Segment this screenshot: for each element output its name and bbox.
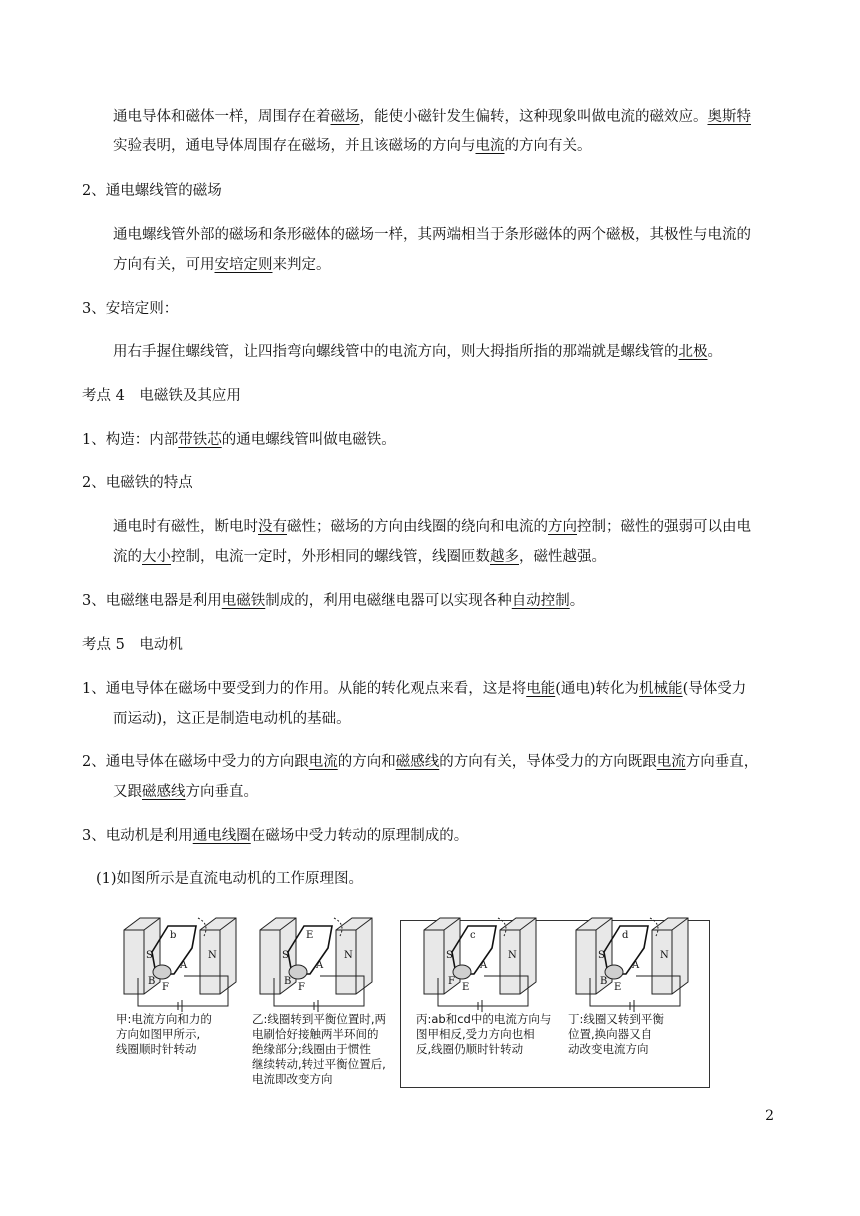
caption-line: 丁:线圈又转到平衡 [568, 1012, 664, 1026]
caption-line: 电刷恰好接触两半环间的 [252, 1027, 379, 1041]
underlined-term: 电流 [308, 754, 338, 770]
caption-line: 电流即改变方向 [252, 1072, 333, 1086]
caption-line: 动改变电流方向 [568, 1042, 649, 1056]
underlined-term: 大小 [142, 549, 171, 565]
underlined-term: 通电线圈 [192, 828, 251, 844]
text-segment: 方向垂直。 [185, 784, 258, 800]
text-segment: 3、电磁继电器是利用 [82, 593, 222, 609]
text-segment: 的方向有关。 [504, 138, 592, 154]
text-line-p4 [113, 226, 751, 244]
text-segment: 通电时有磁性，断电时 [113, 519, 258, 535]
text-segment: 3、安培定则： [82, 301, 179, 317]
text-segment: 方向有关，可用 [113, 257, 215, 273]
text-line-p19 [82, 827, 468, 845]
caption-line: 线圈顺时针转动 [116, 1042, 197, 1056]
motor-diagram-bing [418, 912, 558, 1012]
text-segment: 而运动)，这正是制造电动机的基础。 [113, 711, 351, 727]
text-line-p12 [113, 548, 606, 566]
coil-label-low: E [462, 982, 470, 993]
underlined-term: 电磁铁 [221, 593, 266, 609]
figure-caption-ding [568, 1012, 664, 1057]
pole-label-n: N [344, 950, 353, 961]
text-segment: 控制，电流一定时，外形相同的螺线管，线圈匝数 [171, 549, 490, 565]
text-segment: 2、通电导体在磁场中受力的方向跟 [82, 754, 309, 770]
coil-label-a: A [480, 960, 488, 971]
underlined-term: 带铁芯 [178, 432, 222, 448]
text-segment: 1、通电导体在磁场中要受到力的作用。从能的转化观点来看，这是将 [82, 681, 527, 697]
text-line-p10 [82, 474, 193, 492]
underlined-term: 没有 [258, 519, 287, 535]
underlined-term: 安培定则 [214, 257, 273, 273]
text-segment: 通电导体和磁体一样，周围存在着 [113, 109, 331, 125]
text-line-p1 [113, 108, 751, 126]
underlined-term: 奥斯特 [707, 109, 751, 125]
figure-caption-jia [116, 1012, 212, 1057]
text-line-p6 [82, 300, 178, 318]
motor-diagram-ding [570, 912, 710, 1012]
text-line-p13 [82, 592, 584, 610]
coil-label-corner: B [284, 976, 292, 987]
text-line-p5 [113, 256, 331, 274]
text-line-p17 [82, 753, 758, 771]
coil-label-low: F [162, 982, 169, 993]
figure-caption-bing [416, 1012, 551, 1057]
text-segment: 通电螺线管外部的磁场和条形磁体的磁场一样，其两端相当于条形磁体的两个磁极，其极性与电流的 [113, 227, 751, 243]
text-segment: 3、电动机是利用 [82, 828, 193, 844]
figure-ding [568, 912, 710, 1056]
coil-label-a: A [316, 960, 324, 971]
text-segment: 考点 4 电磁铁及其应用 [82, 388, 241, 404]
text-segment: ，能使小磁针发生偏转，这种现象叫做电流的磁效应。 [359, 109, 708, 125]
motor-diagram-yi [254, 912, 394, 1012]
coil-label-corner: B [148, 976, 156, 987]
text-segment: 用右手握住螺线管，让四指弯向螺线管中的电流方向，则大拇指所指的那端就是螺线管的 [113, 344, 679, 360]
text-segment: (通电)转化为 [555, 681, 640, 697]
caption-line: 乙:线圈转到平衡位置时,两 [252, 1012, 387, 1026]
pole-label-s: S [146, 950, 153, 961]
pole-label-s: S [598, 950, 605, 961]
text-segment: 控制；磁性的强弱可以由电 [577, 519, 751, 535]
coil-label-top: d [622, 930, 629, 941]
caption-line: 图甲相反,受力方向也相 [416, 1027, 535, 1041]
underlined-term: 机械能 [639, 681, 683, 697]
underlined-term: 自动控制 [511, 593, 570, 609]
caption-line: 继续转动,转过平衡位置后, [252, 1057, 386, 1071]
coil-label-top: E [306, 930, 314, 941]
pole-label-s: S [446, 950, 453, 961]
text-segment: (导体受力 [682, 681, 747, 697]
coil-label-top: b [170, 930, 177, 941]
caption-line: 绝缘部分;线圈由于惯性 [252, 1042, 371, 1056]
text-segment: 磁性；磁场的方向由线圈的绕向和电流的 [287, 519, 548, 535]
text-segment: 2、通电螺线管的磁场 [82, 183, 222, 199]
coil-label-low: E [614, 982, 622, 993]
page-number: 2 [765, 1108, 774, 1124]
figure-caption-yi [252, 1012, 386, 1087]
text-line-p7 [113, 343, 722, 361]
text-line-p11 [113, 518, 751, 536]
text-line-p18 [113, 783, 258, 801]
text-segment: 考点 5 电动机 [82, 637, 183, 653]
caption-line: 丙:ab和cd中的电流方向与 [416, 1012, 552, 1026]
text-segment: 制成的，利用电磁继电器可以实现各种 [265, 593, 512, 609]
caption-line: 方向如图甲所示, [116, 1027, 201, 1041]
text-line-p2 [113, 137, 592, 155]
coil-label-a: A [180, 960, 188, 971]
text-line-p20 [96, 870, 363, 888]
underlined-term: 电能 [526, 681, 556, 697]
text-segment: 。 [569, 593, 585, 609]
pole-label-n: N [208, 950, 217, 961]
underlined-term: 电流 [475, 138, 505, 154]
figure-jia [116, 912, 258, 1056]
underlined-term: 磁场 [330, 109, 360, 125]
text-segment: (1)如图所示是直流电动机的工作原理图。 [96, 871, 364, 887]
text-segment: 实验表明，通电导体周围存在磁场，并且该磁场的方向与 [113, 138, 476, 154]
text-segment: 流的 [113, 549, 142, 565]
text-line-p3 [82, 182, 222, 200]
text-line-p16 [113, 710, 351, 728]
pole-label-n: N [660, 950, 669, 961]
caption-line: 位置,换向器又自 [568, 1027, 653, 1041]
text-segment: 2、电磁铁的特点 [82, 475, 193, 491]
text-line-p14 [82, 636, 183, 654]
text-line-p9 [82, 431, 396, 449]
underlined-term: 越多 [490, 549, 519, 565]
underlined-term: 磁感线 [142, 784, 186, 800]
text-segment: 的方向有关，导体受力的方向既跟 [439, 754, 657, 770]
text-line-p8 [82, 387, 241, 405]
figure-bing [416, 912, 558, 1056]
text-line-p15 [82, 680, 746, 698]
text-segment: ，磁性越强。 [519, 549, 606, 565]
underlined-term: 磁感线 [395, 754, 440, 770]
text-segment: 在磁场中受力转动的原理制成的。 [250, 828, 469, 844]
text-segment: 的通电螺线管叫做电磁铁。 [221, 432, 396, 448]
coil-label-corner: B [600, 976, 608, 987]
coil-label-a: A [632, 960, 640, 971]
pole-label-s: S [282, 950, 289, 961]
text-segment: 方向垂直， [685, 754, 759, 770]
text-segment: 又跟 [113, 784, 142, 800]
underlined-term: 电流 [656, 754, 686, 770]
underlined-term: 方向 [548, 519, 577, 535]
text-segment: 的方向和 [337, 754, 396, 770]
text-segment: 1、构造：内部 [82, 432, 179, 448]
motor-diagram-jia [118, 912, 258, 1012]
motor-principle-figures [118, 912, 710, 1090]
coil-label-corner: F [448, 976, 455, 987]
caption-line: 反,线圈仍顺时针转动 [416, 1042, 524, 1056]
pole-label-n: N [508, 950, 517, 961]
text-segment: 来判定。 [272, 257, 331, 273]
figure-yi [252, 912, 394, 1086]
coil-label-top: c [470, 930, 476, 941]
coil-label-low: F [298, 982, 305, 993]
text-segment: 。 [707, 344, 722, 360]
underlined-term: 北极 [678, 344, 708, 360]
caption-line: 甲:电流方向和力的 [116, 1012, 212, 1026]
